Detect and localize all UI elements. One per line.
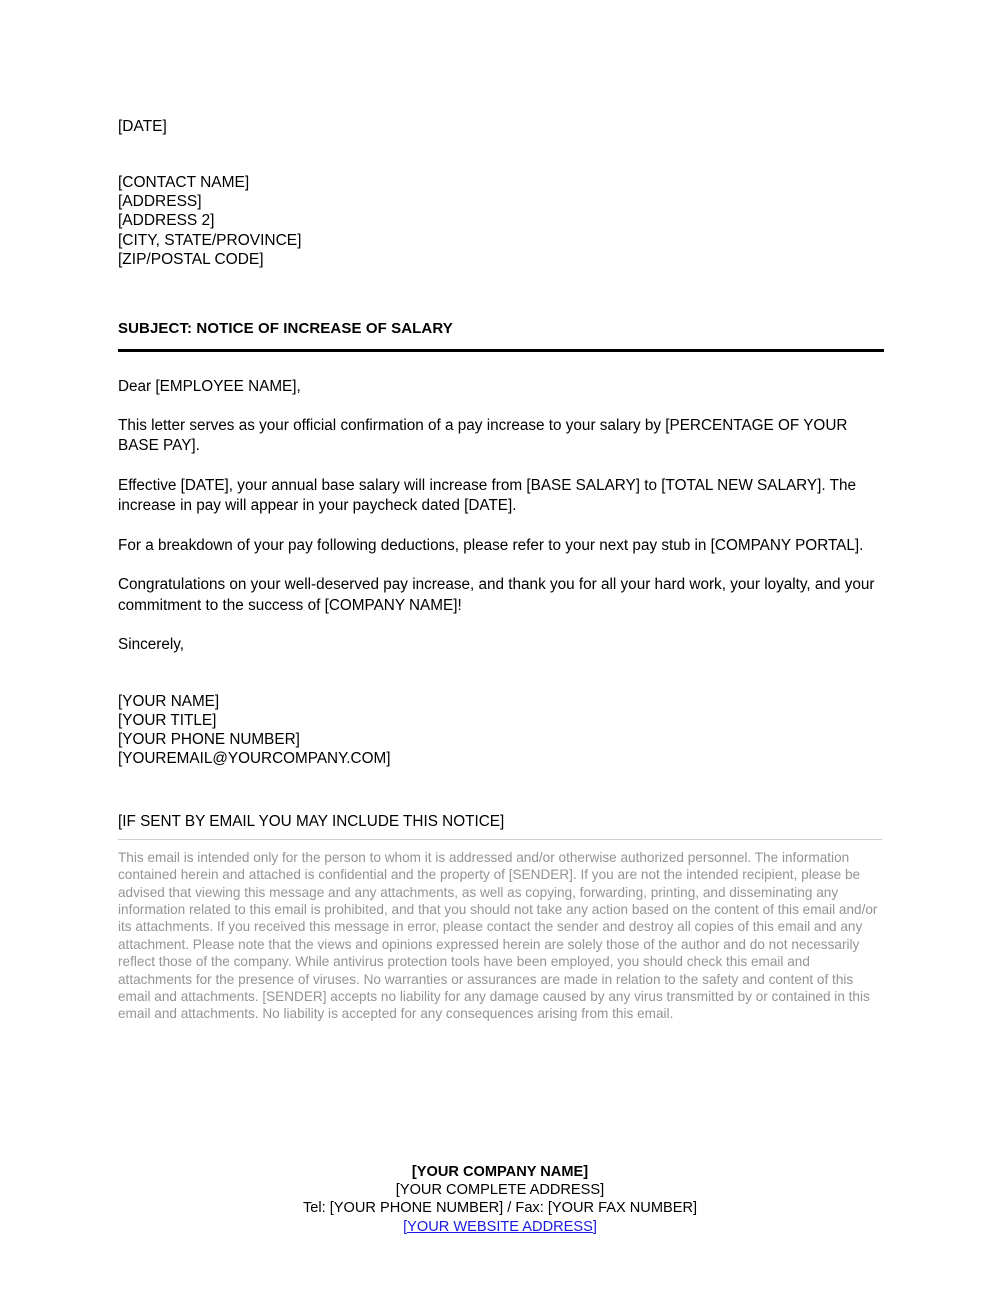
footer-company-name: [YOUR COMPANY NAME] xyxy=(411,1164,589,1180)
recipient-line-zip: [ZIP/POSTAL CODE] xyxy=(118,250,264,268)
sender-signature-block xyxy=(118,692,884,769)
footer-website-link[interactable]: [YOUR WEBSITE ADDRESS] xyxy=(403,1218,597,1235)
recipient-address-block xyxy=(118,173,884,269)
footer-contact: Tel: [YOUR PHONE NUMBER] / Fax: [YOUR FAX NUMBER] xyxy=(302,1200,698,1217)
body-paragraph-3: For a breakdown of your pay following deductions, please refer to your next pay stub in [COMPANY PORTAL]. xyxy=(118,536,864,554)
page-footer xyxy=(0,1163,1000,1236)
email-notice-divider xyxy=(118,839,882,840)
sender-title: [YOUR TITLE] xyxy=(118,711,217,729)
recipient-line-contact-name: [CONTACT NAME] xyxy=(118,174,250,191)
email-notice-heading: [IF SENT BY EMAIL YOU MAY INCLUDE THIS NOTICE] xyxy=(118,812,505,830)
footer-address: [YOUR COMPLETE ADDRESS] xyxy=(395,1182,605,1199)
recipient-line-city-state: [CITY, STATE/PROVINCE] xyxy=(118,231,302,249)
body-paragraph-4: Congratulations on your well-deserved pay increase, and thank you for all your hard work, your loyalty, and your commitment to the success of [COMPANY NAME]! xyxy=(118,576,875,614)
sender-email: [YOUREMAIL@YOURCOMPANY.COM] xyxy=(118,750,391,768)
email-disclaimer-text: This email is intended only for the person to whom it is addressed and/or otherwise authorized personnel. The information contained herein and attached is confidential and the property of [SENDER]. If you are not the intended recipient, please be advised that viewing this message and any attachments, as well as copying, forwarding, printing, and disseminating any information related to this email is prohibited, and that you should not take any action based on the content of this email and/or its attachments. If you received this message in error, please contact the sender and destroy all copies of this email and any attachment. Please note that the views and opinions expressed herein are solely those of the author and do not necessarily reflect those of the company. While antivirus protection tools have been employed, you should check this email and attachments for the presence of viruses. No warranties or assurances are made in relation to the safety and content of this email and attachments. [SENDER] accepts no liability for any damage caused by any virus transmitted by or contained in this email and attachments. No liability is accepted for any consequences arising from this email. xyxy=(118,849,878,1022)
subject-line: SUBJECT: NOTICE OF INCREASE OF SALARY xyxy=(118,320,453,338)
recipient-line-address-2: [ADDRESS 2] xyxy=(118,212,215,230)
letter-body-column xyxy=(118,0,884,1023)
signoff: Sincerely, xyxy=(118,636,185,654)
sender-phone: [YOUR PHONE NUMBER] xyxy=(118,731,300,749)
body-paragraph-1: This letter serves as your official confirmation of a pay increase to your salary by [PERCENTAGE OF YOUR BASE PAY]. xyxy=(118,416,848,455)
sender-name: [YOUR NAME] xyxy=(118,692,220,710)
recipient-line-address: [ADDRESS] xyxy=(118,193,202,211)
salutation: Dear [EMPLOYEE NAME], xyxy=(118,378,301,396)
date-placeholder: [DATE] xyxy=(118,118,167,135)
subject-divider xyxy=(118,349,884,352)
body-paragraph-2: Effective [DATE], your annual base salary will increase from [BASE SALARY] to [TOTAL NEW SALARY]. The increase in pay will appear in your paycheck dated [DATE]. xyxy=(118,476,856,515)
